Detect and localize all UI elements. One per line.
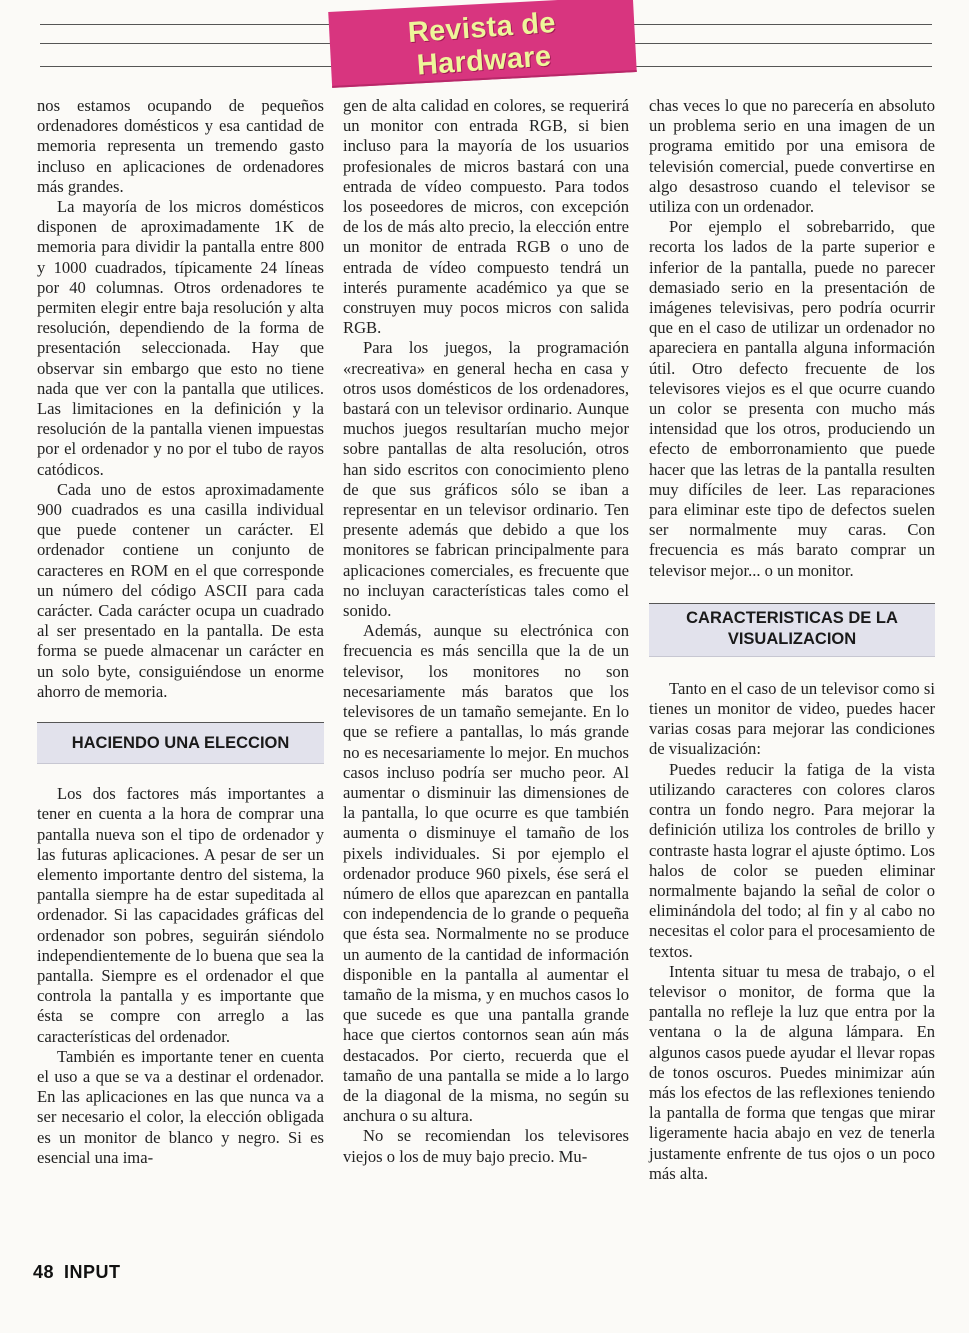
paragraph: Intenta situar tu mesa de trabajo, o el televisor o monitor, de forma que la pantalla no refleje la luz que entra por la ventana o la de alguna lámpara. En algunos casos puede ayudar el llevar ropas de tonos oscuros. Puedes minimizar aún más los efectos de las reflexiones teniendo la pantalla de forma que tengas que mirar ligeramente hacia abajo en vez de tenerla justamente enfrente de tus ojos o un poco más alta. [649,961,935,1183]
paragraph: También es importante tener en cuenta el uso a que se va a destinar el ordenador. En las aplicaciones en las que nunca va a ser necesario el color, la elección obligada es un monitor de blanco y negro. Si es esencial una ima- [37,1046,324,1167]
column-2 [343,96,629,1167]
section-heading-line-1: CARACTERISTICAS DE LA [686,608,898,627]
section-heading-box [649,603,935,657]
section-heading-box [37,722,324,764]
paragraph: Además, aunque su electrónica con frecuencia es más sencilla que la de un televisor, los monitores no son necesariamente más baratos que los televisores de un tamaño semejante. En lo que se refiere a pantallas, lo más grande no es necesariamente lo mejor. En muchos casos incluso podría ser mucho peor. Al aumentar o disminuir las dimensiones de la pantalla, lo que ocurre es que también aumenta o disminuye el tamaño de los pixels individuales. Si por ejemplo el ordenador produce 960 pixels, ése será el número de ellos que aparezcan en pantalla con independencia de lo grande o pequeña que ésta sea. Normalmente no se produce un aumento de la cantidad de información disponible en la pantalla al aumentar el tamaño de la misma, y en muchos casos lo que sucede es que una pantalla grande hace que ciertos contornos sean aún más destacados. Por cierto, recuerda que el tamaño de una pantalla se mide a lo largo de la diagonal de la misma, no según su anchura o su altura. [343,621,629,1126]
paragraph: Tanto en el caso de un televisor como si tienes un monitor de video, puedes hacer varias cosas para mejorar las condiciones de visualización: [649,678,935,759]
column-1 [37,96,324,1168]
paragraph: nos estamos ocupando de pequeños ordenadores domésticos y esa cantidad de memoria representa un tremendo gasto incluso en aplicaciones de ordenadores más grandes. [37,96,324,196]
paragraph: chas veces lo que no parecería en absoluto un problema serio en una imagen de un programa emitido por una emisora de televisión comercial, puede convertirse en algo desastroso cuando el televisor se utiliza con un ordenador. [649,96,935,217]
page-number: 48 [33,1262,55,1282]
paragraph: Los dos factores más importantes a tener en cuenta a la hora de comprar una pantalla nueva son el tipo de ordenador y las futuras aplicaciones. A pesar de ser un elemento importante dentro del sistema, la pantalla siempre ha de estar supeditada al ordenador. Si las capacidades gráficas del ordenador son pobres, seguirán siéndolo independientemente de lo buena que sea la pantalla. Siempre es el ordenador el que controla la pantalla y es importante que ésta se compre con arreglo a las características del ordenador. [37,784,324,1046]
page-footer [33,1262,131,1283]
section-title: Revista de Hardware [406,6,557,82]
section-heading: HACIENDO UNA ELECCION [71,734,290,753]
paragraph: gen de alta calidad en colores, se requerirá un monitor con entrada RGB, si bien incluso para la mayoría de los usuarios profesionales de micros bastará con una entrada de vídeo compuesto. Para todos los poseedores de micros, con excepción de los de más alto precio, la elección entre un monitor de entrada RGB o uno de entrada de vídeo compuesto tendrá un interés puramente académico ya que se construyen muy pocos micros con salida RGB. [343,96,629,338]
column-3 [649,96,935,1184]
paragraph: La mayoría de los micros domésticos disponen de aproximadamente 1K de memoria para dividir la pantalla entre 800 y 1000 cuadrados, típicamente 24 líneas por 40 columnas. Otros ordenadores te permiten elegir entre baja resolución y alta resolución, dependiendo de la forma de presentación seleccionada. Hay que observar sin embargo que esto no tiene nada que ver con la pantalla que utilices. Las limitaciones en la definición y la resolución de la pantalla vienen impuestas por el ordenador y no por el tubo de rayos catódicos. [37,197,324,479]
paragraph: Por ejemplo el sobrebarrido, que recorta los lados de la parte superior e inferior de la pantalla, puede no parecer demasiado serio en la presentación de imágenes televisivas, pero podría ocurrir que en el caso de utilizar un ordenador no apareciera en pantalla alguna información útil. Otro defecto frecuente de los televisores viejos es el que ocurre cuando un color se presenta con mucho más intensidad que los otros, produciendo un efecto de emborronamiento que puede hacer que las letras de la pantalla resulten muy difíciles de leer. Las reparaciones para eliminar este tipo de defectos suelen ser normalmente muy caras. Con frecuencia es más barato comprar un televisor mejor... o un monitor. [649,217,935,580]
section-heading-line-2: VISUALIZACION [727,629,857,648]
paragraph: Para los juegos, la programación «recreativa» en general hecha en casa y otros usos domésticos de los ordenadores, bastará con un televisor ordinario. Aunque muchos juegos resultarían mucho mejor sobre pantallas de alta resolución, otros han sido escritos con conocimiento pleno de que sus gráficos sólo se iban a representar en un televisor ordinario. Ten presente además que debido a que los monitores se fabrican principalmente para aplicaciones comerciales, es frecuente que no incluyan características tales como el sonido. [343,338,629,621]
paragraph: Cada uno de estos aproximadamente 900 cuadrados es una casilla individual que puede contener un carácter. El ordenador contiene un conjunto de caracteres en ROM en el que corresponde un número del código ASCII para cada carácter. Cada carácter ocupa un cuadrado al ser presentado en la pantalla. De esta forma se puede almacenar un carácter en un solo byte, consiguiéndose un enorme ahorro de memoria. [37,479,324,701]
magazine-name: INPUT [64,1262,121,1282]
paragraph: No se recomiendan los televisores viejos o los de muy bajo precio. Mu- [343,1126,629,1166]
paragraph: Puedes reducir la fatiga de la vista utilizando caracteres con colores claros contra un fondo negro. Para mejorar la definición utiliza los controles de brillo y contraste hasta lograr el ajuste óptimo. Los halos de color se pueden eliminar normalmente bajando la señal de color o eliminándola del todo; al fin y al cabo no necesitas el color para el procesamiento de textos. [649,759,935,961]
